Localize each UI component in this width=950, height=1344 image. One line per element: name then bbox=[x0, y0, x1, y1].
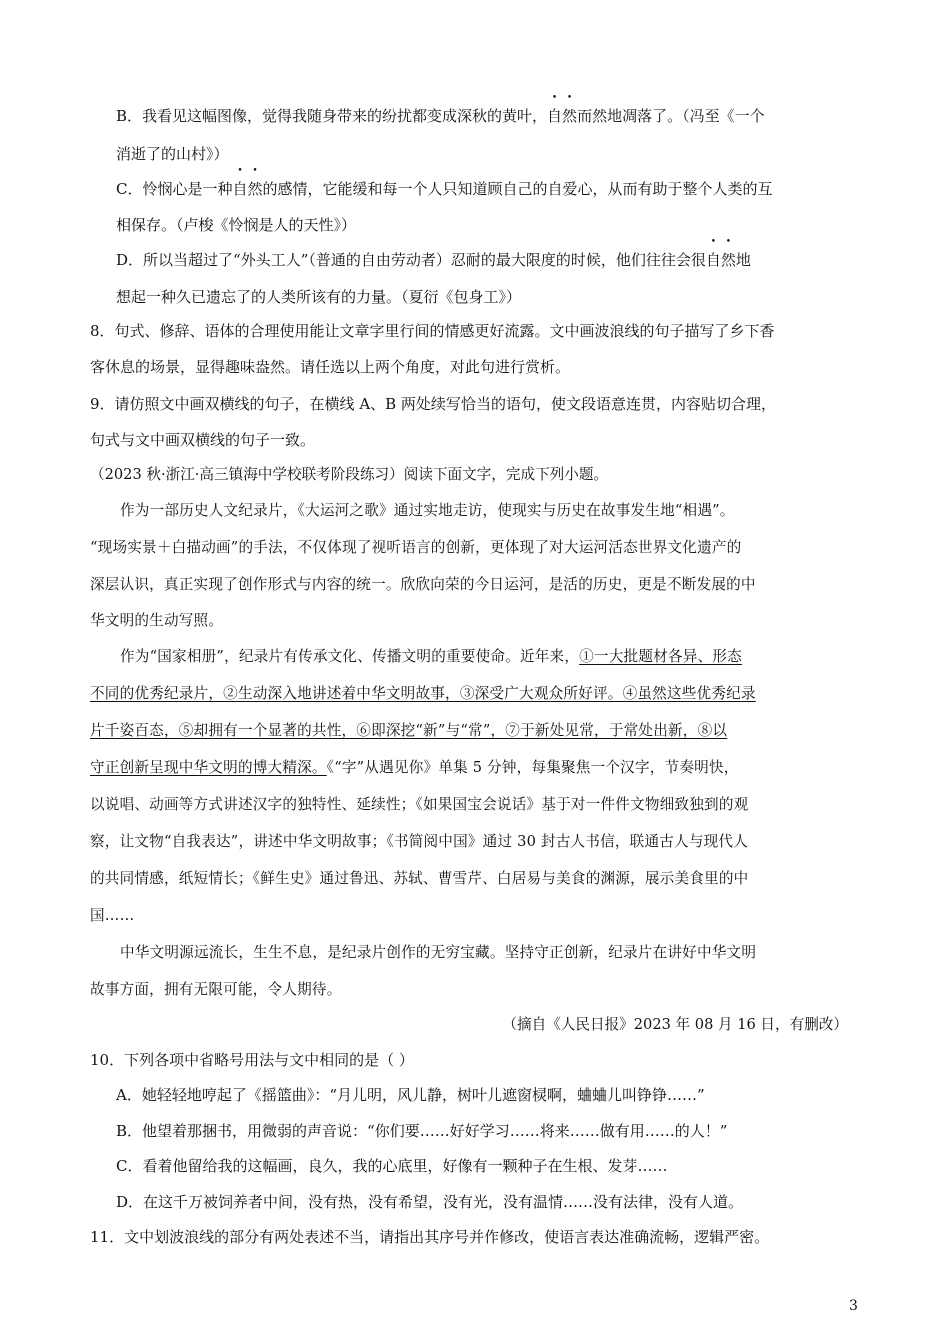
option-7b-line1: B．我看见这幅图像，觉得我随身带来的纷扰都变成深秋的黄叶，自然而然地凋落了。（冯至《一个 bbox=[116, 107, 765, 125]
question-10-option-d: D．在这千万被饲养者中间，没有热，没有希望，没有光，没有温情……没有法律，没有人道。 bbox=[116, 1193, 744, 1211]
page-number: 3 bbox=[849, 1298, 858, 1314]
question-10-option-c: C．看着他留给我的这幅画，良久，我的心底里，好像有一颗种子在生根、发芽…… bbox=[116, 1157, 668, 1175]
passage-p1-line2: “现场实景＋白描动画”的手法，不仅体现了视听语言的创新，更体现了对大运河活态世界文化遗产的 bbox=[90, 539, 742, 556]
emphasis-char: 自 bbox=[232, 180, 248, 198]
passage-p2-line6: 察，让文物“自我表达”，讲述中华文明故事；《书简阅中国》通过 30 封古人书信，联通古人与现代人 bbox=[90, 833, 749, 850]
emphasis-char: 然 bbox=[720, 251, 736, 269]
question-8-line1: 8．句式、修辞、语体的合理使用能让文章字里行间的情感更好流露。文中画波浪线的句子描写了乡下香 bbox=[90, 322, 775, 340]
emphasis-char: 然 bbox=[247, 180, 263, 198]
passage-p1-line1: 作为一部历史人文纪录片，《大运河之歌》通过实地走访，使现实与历史在故事发生地“相遇”。 bbox=[120, 502, 735, 519]
passage-p2-line1: 作为“国家相册”，纪录片有传承文化、传播文明的重要使命。近年来，①一大批题材各异、形态 bbox=[120, 648, 742, 665]
question-8-line2: 客休息的场景，显得趣味盎然。请任选以上两个角度，对此句进行赏析。 bbox=[90, 358, 571, 376]
wavy-underlined-text: 不同的优秀纪录片，②生动深入地讲述着中华文明故事，③深受广大观众所好评。④虽然这些优秀纪录 bbox=[90, 685, 756, 702]
wavy-underlined-text: 守正创新呈现中华文明的博大精深。 bbox=[90, 759, 327, 776]
wavy-underlined-text: ①一大批题材各异、形态 bbox=[579, 648, 742, 665]
passage-p2-line2 bbox=[90, 683, 756, 705]
passage-p1-line3: 深层认识，真正实现了创作形式与内容的统一。欣欣向荣的今日运河，是活的历史，更是不断发展的中 bbox=[90, 576, 756, 593]
passage-p3-line1: 中华文明源远流长，生生不息，是纪录片创作的无穷宝藏。坚持守正创新，纪录片在讲好中华文明 bbox=[120, 944, 757, 961]
option-7d-line2: 想起一种久已遗忘了的人类所该有的力量。（夏衍《包身工》） bbox=[116, 288, 522, 306]
question-9-line1: 9．请仿照文中画双横线的句子，在横线 A、B 两处续写恰当的语句，使文段语意连贯，内容贴切合理， bbox=[90, 395, 776, 413]
question-10-stem: 10．下列各项中省略号用法与文中相同的是（ ） bbox=[90, 1051, 414, 1069]
passage-p3-line2: 故事方面，拥有无限可能，令人期待。 bbox=[90, 981, 342, 998]
passage-source: （摘自《人民日报》2023 年 08 月 16 日，有删改） bbox=[502, 1016, 848, 1033]
option-7b-line2: 消逝了的山村》） bbox=[116, 145, 229, 163]
passage-p2-line4: 守正创新呈现中华文明的博大精深。《“字”从遇见你》单集 5 分钟，每集聚焦一个汉字，节奏明快， bbox=[90, 759, 739, 776]
emphasis-char: 自 bbox=[547, 107, 563, 125]
question-9-line2: 句式与文中画双横线的句子一致。 bbox=[90, 431, 316, 449]
option-7d-line1: D．所以当超过了“外头工人”（普通的自由劳动者）忍耐的最大限度的时候，他们往往会很自然地 bbox=[116, 251, 751, 269]
passage-p2-line3 bbox=[90, 720, 727, 742]
question-10-option-a: A．她轻轻地哼起了《摇篮曲》：“月儿明，风儿静，树叶儿遮窗棂啊，蛐蛐儿叫铮铮……” bbox=[116, 1086, 705, 1104]
option-7c-line2: 相保存。（卢梭《怜悯是人的天性》） bbox=[116, 216, 357, 234]
question-11: 11．文中划波浪线的部分有两处表述不当，请指出其序号并作修改，使语言表达准确流畅，逻辑严密。 bbox=[90, 1228, 770, 1246]
reading-intro: （2023 秋·浙江·高三镇海中学校联考阶段练习）阅读下面文字，完成下列小题。 bbox=[90, 466, 609, 483]
emphasis-char: 自 bbox=[705, 251, 721, 269]
emphasis-char: 然 bbox=[562, 107, 578, 125]
passage-p2-line5: 以说唱、动画等方式讲述汉字的独特性、延续性；《如果国宝会说话》基于对一件件文物细致独到的观 bbox=[90, 796, 749, 813]
passage-p1-line4: 华文明的生动写照。 bbox=[90, 612, 224, 629]
question-10-option-b: B．他望着那捆书，用微弱的声音说：“你们要……好好学习……将来……做有用……的人！” bbox=[116, 1122, 728, 1140]
wavy-underlined-text: 片千姿百态，⑤却拥有一个显著的共性，⑥即深挖“新”与“常”，⑦于新处见常，于常处出新，⑧以 bbox=[90, 722, 728, 739]
option-7c-line1: C．怜悯心是一种自然的感情，它能缓和每一个人只知道顾自己的自爱心，从而有助于整个人类的互 bbox=[116, 180, 773, 198]
passage-p2-line7: 的共同情感，纸短情长；《鲜生史》通过鲁迅、苏轼、曹雪芹、白居易与美食的渊源，展示美食里的中 bbox=[90, 870, 749, 887]
passage-p2-line8: 国…… bbox=[90, 907, 135, 924]
